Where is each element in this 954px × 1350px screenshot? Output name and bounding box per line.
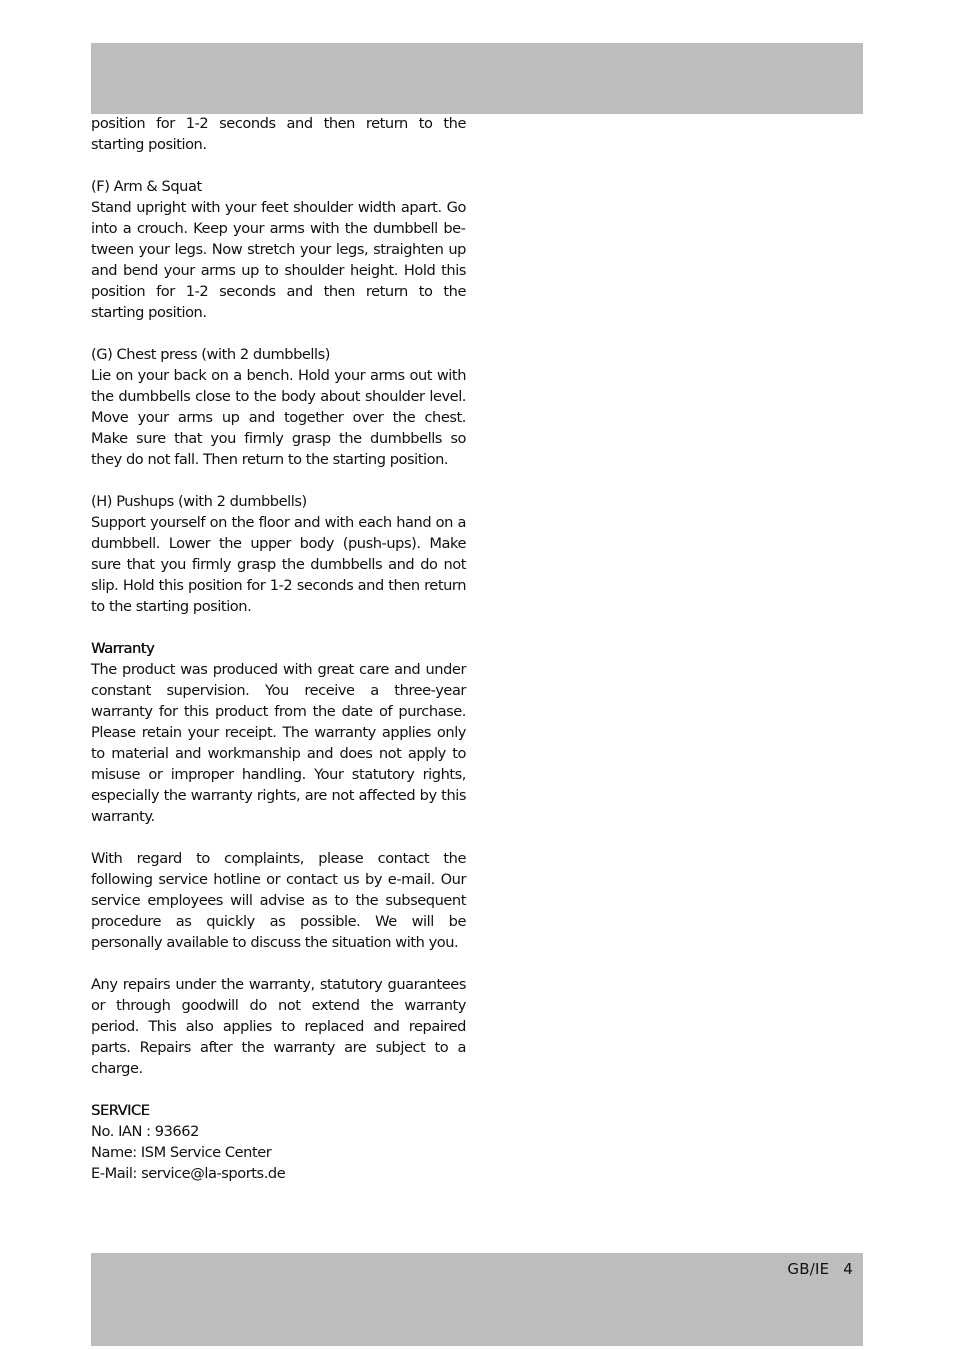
exercise-h-title: (H) Pushups (with 2 dumbbells) [91,493,307,510]
warranty-section [91,638,466,827]
page-number: 4 [843,1260,853,1278]
exercise-h-text: Support yourself on the floor and with each hand on a dumbbell. Lower the upper body (push-ups). Make sure that you firmly grasp the dumbbells and do not slip. Hold this position for 1-2 seconds and then return to the starting position. [91,514,466,615]
main-text-column [91,113,466,1205]
warranty-paragraph-3: Any repairs under the warranty, statutory guarantees or through goodwill do not extend the warranty period. This also applies to replaced and repaired parts. Repairs after the warranty are subject to a charge. [91,976,466,1077]
service-email: E-Mail: service@la-sports.de [91,1165,286,1182]
footer-bar [91,1253,863,1346]
warranty-paragraph-2: With regard to complaints, please contact the following service hotline or contact us by e-mail. Our service employees will advise as to the subsequent procedure as quickly as possible. We will be personally available to discuss the situation with you. [91,850,466,951]
exercise-g-text: Lie on your back on a bench. Hold your arms out with the dumbbells close to the body about shoulder level. Move your arms up and together over the chest. Make sure that you firmly grasp the dumbbells so they do not fall. Then return to the starting position. [91,367,466,468]
service-ian: No. IAN : 93662 [91,1123,199,1140]
warranty-complaints [91,848,466,953]
service-section [91,1100,466,1184]
exercise-f [91,176,466,323]
intro-continuation [91,113,466,155]
warranty-paragraph-1: The product was produced with great care and under constant supervision. You receive a three-year warranty for this product from the date of purchase. Please retain your receipt. The warranty applies only to material and workmanship and does not apply to misuse or improper handling. Your statutory rights, especially the warranty rights, are not affected by this warranty. [91,661,466,825]
header-bar [91,43,863,114]
warranty-repairs [91,974,466,1079]
service-heading: SERVICE [91,1102,150,1119]
intro-continuation-text: position for 1-2 seconds and then return to the starting position. [91,115,466,153]
exercise-f-text: Stand upright with your feet shoulder width apart. Go into a crouch. Keep your arms with the dumbbell between your legs. Now stretch your legs, straighten up and bend your arms up to shoulder height. Hold this position for 1-2 seconds and then return to the starting position. [91,199,466,321]
warranty-heading: Warranty [91,640,155,657]
page-label [787,1260,853,1278]
exercise-f-title: (F) Arm & Squat [91,178,202,195]
service-name: Name: ISM Service Center [91,1144,272,1161]
region-code: GB/IE [787,1260,830,1278]
exercise-g-title: (G) Chest press (with 2 dumbbells) [91,346,331,363]
exercise-h [91,491,466,617]
exercise-g [91,344,466,470]
